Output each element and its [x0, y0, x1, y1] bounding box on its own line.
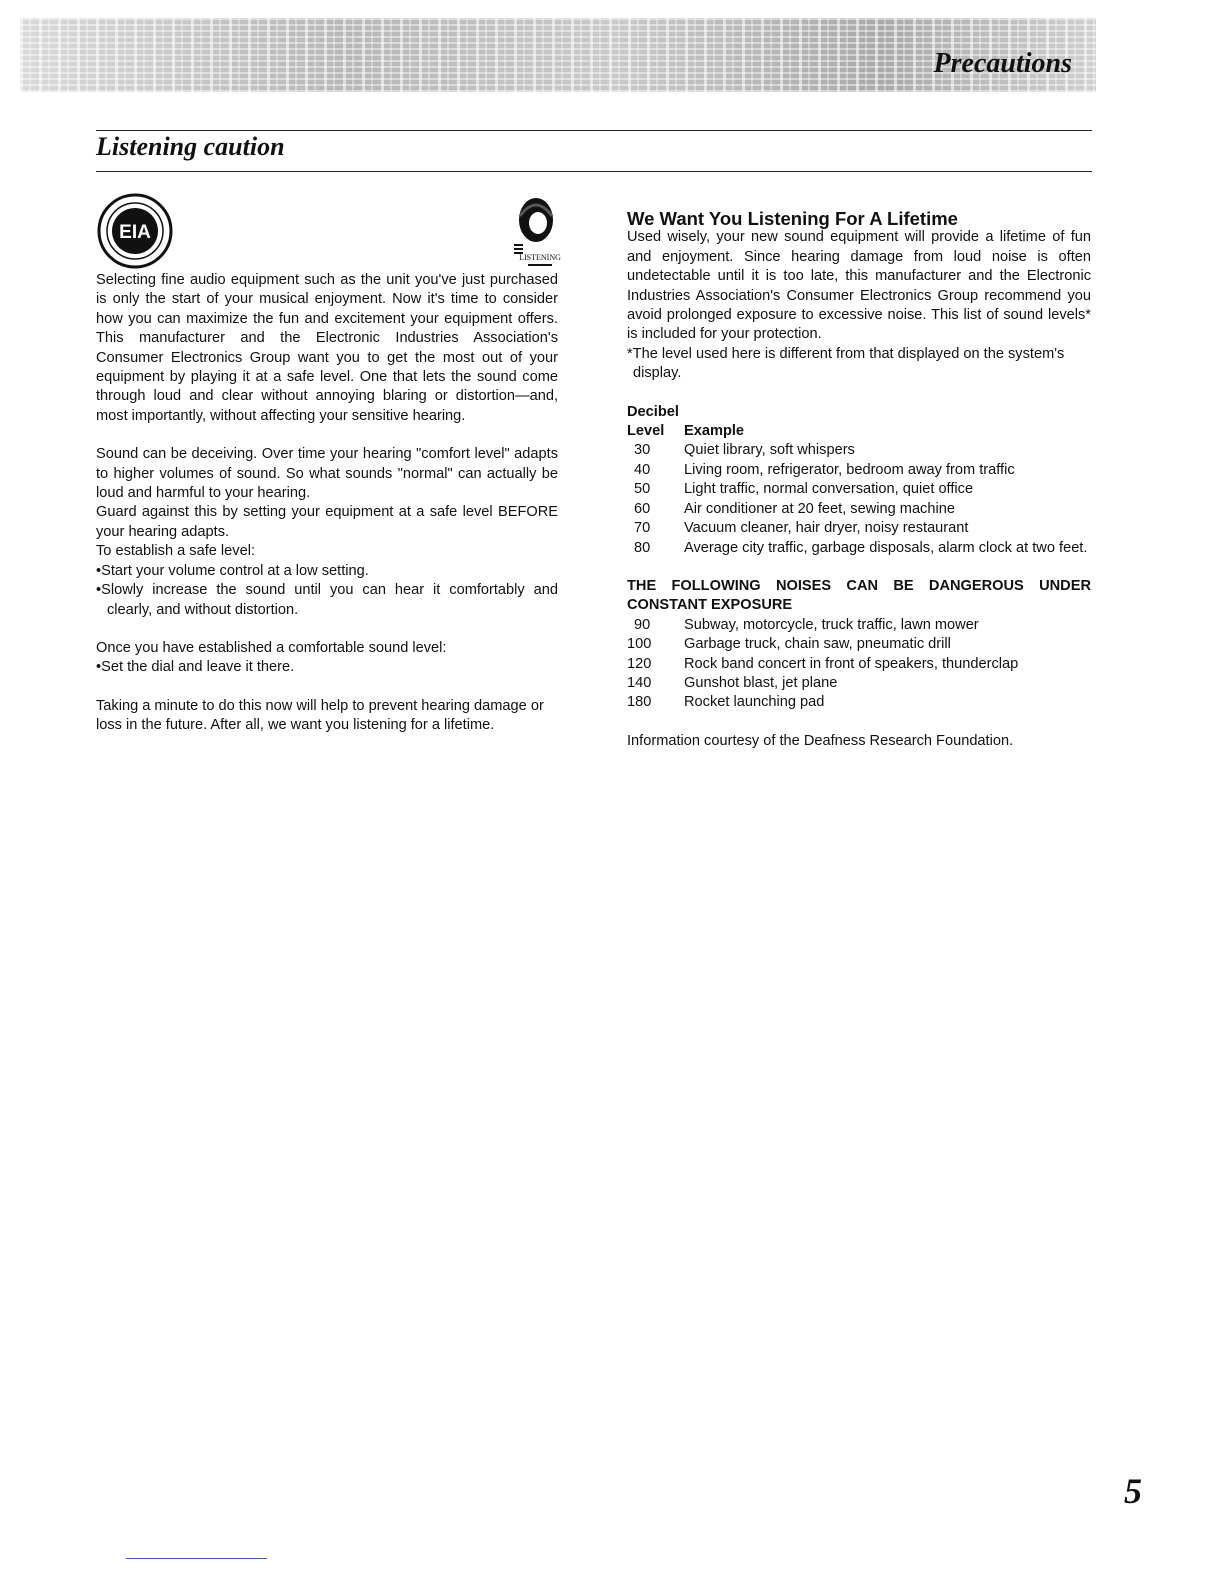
section-title: Listening caution [96, 132, 285, 161]
left-column [96, 271, 558, 736]
level-value: 40 [634, 461, 651, 478]
table-row [627, 441, 1091, 460]
table-row [627, 480, 1091, 499]
level-value: 120 [627, 655, 652, 672]
table-head-level: Level [627, 423, 665, 440]
table-row [627, 500, 1091, 519]
footer-line [126, 1558, 267, 1559]
page-number: 5 [1124, 1471, 1142, 1511]
level-example: Vacuum cleaner, hair dryer, noisy restaurant [684, 520, 969, 537]
listening-for-a-lifetime-icon [506, 196, 562, 270]
eia-seal-icon [96, 192, 174, 270]
level-example: Rocket launching pad [684, 694, 825, 711]
establish-label: To establish a safe level: [96, 543, 255, 560]
danger-levels-table [627, 616, 1091, 713]
table-head-example: Example [684, 423, 745, 440]
danger-heading: THE FOLLOWING NOISES CAN BE DANGEROUS UNDER CONSTANT EXPOSURE [627, 577, 1091, 614]
level-value: 100 [627, 636, 652, 653]
credit-line: Information courtesy of the Deafness Research Foundation. [627, 732, 1014, 749]
banner-title: Precautions [933, 48, 1072, 79]
level-example: Garbage truck, chain saw, pneumatic drill [684, 636, 951, 653]
right-heading: We Want You Listening For A Lifetime [627, 208, 958, 229]
header-banner [20, 18, 1096, 92]
table-row [627, 693, 1091, 712]
established-label: Once you have established a comfortable sound level: [96, 639, 447, 656]
table-row [627, 519, 1091, 538]
table-row [627, 635, 1091, 654]
level-value: 80 [634, 539, 651, 556]
table-row [627, 539, 1091, 558]
table-head-decibel: Decibel [627, 403, 679, 420]
level-value: 60 [634, 500, 651, 517]
level-value: 70 [634, 520, 651, 537]
levels-table [627, 441, 1091, 557]
svg-text:LISTENING: LISTENING [519, 253, 561, 262]
level-example: Air conditioner at 20 feet, sewing machine [684, 500, 955, 517]
level-example: Subway, motorcycle, truck traffic, lawn mower [684, 616, 979, 633]
level-example: Light traffic, normal conversation, quiet office [684, 481, 974, 498]
right-column [627, 209, 1091, 751]
level-value: 50 [634, 481, 651, 498]
guard-paragraph: Guard against this by setting your equipment at a safe level BEFORE your hearing adapts. [96, 504, 558, 540]
bullet-set-dial: •Set the dial and leave it there. [96, 659, 295, 676]
section-rule-bottom [96, 171, 1092, 172]
deceiving-paragraph: Sound can be deceiving. Over time your hearing "comfort level" adapts to higher volumes of sound. So what sounds "normal" can actually be loud and harmful to your hearing. [96, 446, 558, 502]
bullet-increase-sound: •Slowly increase the sound until you can hear it comfortably and clearly, and without distortion. [96, 582, 558, 618]
level-example: Living room, refrigerator, bedroom away from traffic [684, 461, 1015, 478]
level-example: Rock band concert in front of speakers, thunderclap [684, 655, 1019, 672]
table-row [627, 616, 1091, 635]
section-rule-top [96, 130, 1092, 131]
table-header-row [627, 422, 1091, 441]
table-row [627, 461, 1091, 480]
right-intro-paragraph: Used wisely, your new sound equipment will provide a lifetime of fun and enjoyment. Since hearing damage from loud noise is often undetectable until it is too late, this manufacturer and the Electronic Industries Association's Consumer Electronics Group recommend you avoid prolonged exposure to excessive noise. This list of sound levels* is included for your protection. [627, 229, 1091, 343]
level-value: 90 [634, 616, 651, 633]
level-footnote: *The level used here is different from that displayed on the system's display. [627, 345, 1065, 382]
table-row [627, 674, 1091, 693]
level-value: 140 [627, 674, 652, 691]
level-value: 180 [627, 694, 652, 711]
table-row [627, 655, 1091, 674]
level-value: 30 [634, 442, 651, 459]
svg-text:EIA: EIA [119, 222, 151, 243]
bullet-start-volume: •Start your volume control at a low setting. [96, 562, 369, 579]
level-example: Quiet library, soft whispers [684, 442, 855, 459]
closing-paragraph: Taking a minute to do this now will help to prevent hearing damage or loss in the future. After all, we want you listening for a lifetime. [96, 697, 544, 734]
intro-paragraph: Selecting fine audio equipment such as the unit you've just purchased is only the start of your musical enjoyment. Now it's time to consider how you can maximize the fun and excitement your equipment offers. This manufacturer and the Electronic Industries Association's Consumer Electronics Group want you to get the most out of your equipment by playing it at a safe level. One that lets the sound come through loud and clear without annoying blaring or distortion—and, most importantly, without affecting your sensitive hearing. [96, 272, 558, 424]
level-example: Gunshot blast, jet plane [684, 674, 838, 691]
level-example: Average city traffic, garbage disposals, alarm clock at two feet. [684, 539, 1088, 556]
